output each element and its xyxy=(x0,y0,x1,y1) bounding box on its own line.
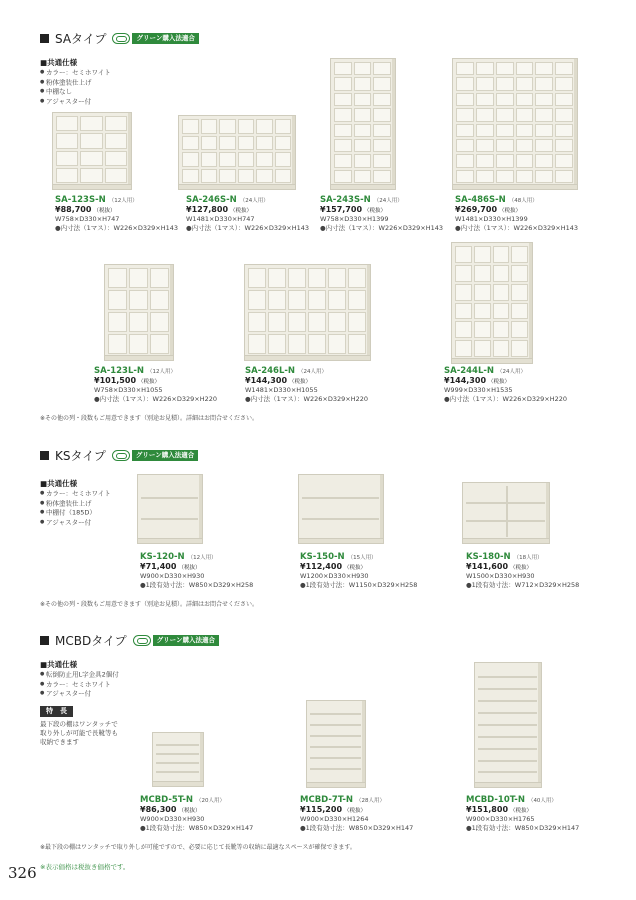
sa-244l-image xyxy=(451,242,533,364)
product-sa-243s: SA-243S-N （24人用） ¥157,700 （税抜） W758×D330×H1399 ●内寸法（1マス）：W226×D329×H143 xyxy=(320,195,443,232)
ks-common-spec: ■共通仕様 ● カラー：セミホワイト ● 粉体塗装仕上げ ● 中棚付（185D） ● アジャスター付 xyxy=(40,479,111,527)
sa-section-header xyxy=(40,30,199,47)
sa-123l-image xyxy=(104,264,174,361)
ks-120-image xyxy=(137,474,203,544)
product-ks-180: KS-180-N （18人用） ¥141,600 （税抜） W1500×D330×H930 ●1段有効寸法：W712×D329×H258 xyxy=(466,552,580,589)
square-bullet-icon xyxy=(40,636,49,645)
mcbd-common-spec: ■共通仕様 ● 転倒防止用L字金具2個付 ● カラー：セミホワイト ● アジャスター付 xyxy=(40,660,119,699)
product-sa-244l: SA-244L-N （24人用） ¥144,300 （税抜） W999×D330×H1535 ●内寸法（1マス）：W226×D329×H220 xyxy=(444,366,567,403)
ks-150-image xyxy=(298,474,384,544)
product-sa-123l: SA-123L-N （12人用） ¥101,500 （税抜） W758×D330×H1055 ●内寸法（1マス）：W226×D329×H220 xyxy=(94,366,217,403)
sa-246s-image xyxy=(178,115,296,190)
product-sa-246l: SA-246L-N （24人用） ¥144,300 （税抜） W1481×D330×H1055 ●内寸法（1マス）：W226×D329×H220 xyxy=(245,366,368,403)
product-mcbd-5t: MCBD-5T-N （20人用） ¥86,300 （税抜） W900×D330×H930 ●1段有効寸法：W850×D329×H147 xyxy=(140,795,254,832)
mcbd-section-header xyxy=(40,632,219,649)
sa-486s-image xyxy=(452,58,578,190)
product-ks-150: KS-150-N （15人用） ¥112,400 （税抜） W1200×D330×H930 ●1段有効寸法：W1150×D329×H258 xyxy=(300,552,418,589)
product-sa-123s: SA-123S-N （12人用） ¥88,700 （税抜） W758×D330×H747 ●内寸法（1マス）：W226×D329×H143 xyxy=(55,195,178,232)
sa-section-title: SAタイプ xyxy=(55,32,107,46)
green-purchase-badge: グリーン購入法適合 xyxy=(133,635,219,646)
ks-section-header xyxy=(40,447,198,464)
ks-note: ※その他の列・段数もご用意できます（別途お見積）。詳細はお問合せください。 xyxy=(40,601,259,608)
sa-123s-image xyxy=(52,112,132,190)
sa-common-spec: ■共通仕様 ● カラー：セミホワイト ● 粉体塗装仕上げ ● 中棚なし ● アジャスター付 xyxy=(40,58,111,106)
mcbd-5t-image xyxy=(152,732,204,787)
square-bullet-icon xyxy=(40,34,49,43)
green-purchase-badge: グリーン購入法適合 xyxy=(112,450,198,461)
product-sa-486s: SA-486S-N （48人用） ¥269,700 （税抜） W1481×D330×H1399 ●内寸法（1マス）：W226×D329×H143 xyxy=(455,195,578,232)
green-mark-icon xyxy=(112,33,130,44)
green-mark-icon xyxy=(133,635,151,646)
footer-note: ※表示価格は税抜き価格です。 xyxy=(40,863,130,871)
sa-note: ※その他の列・段数もご用意できます（別途お見積）。詳細はお問合せください。 xyxy=(40,415,259,422)
mcbd-note: ※最下段の棚はワンタッチで取り外しが可能ですので、必要に応じて長靴等の収納に最適なスペースが確保できます。 xyxy=(40,844,356,851)
mcbd-7t-image xyxy=(306,700,366,788)
page-number: 326 xyxy=(8,864,37,882)
product-sa-246s: SA-246S-N （24人用） ¥127,800 （税抜） W1481×D330×H747 ●内寸法（1マス）：W226×D329×H143 xyxy=(186,195,309,232)
ks-180-image xyxy=(462,482,550,544)
product-mcbd-10t: MCBD-10T-N （40人用） ¥151,800 （税抜） W900×D330×H1765 ●1段有効寸法：W850×D329×H147 xyxy=(466,795,580,832)
product-ks-120: KS-120-N （12人用） ¥71,400 （税抜） W900×D330×H930 ●1段有効寸法：W850×D329×H258 xyxy=(140,552,254,589)
mcbd-section-title: MCBDタイプ xyxy=(55,634,127,648)
mcbd-feature: 特 長 最下段の棚はワンタッチで 取り外しが可能で長靴等も 収納できます xyxy=(40,707,118,746)
product-mcbd-7t: MCBD-7T-N （28人用） ¥115,200 （税抜） W900×D330×H1264 ●1段有効寸法：W850×D329×H147 xyxy=(300,795,414,832)
green-purchase-badge: グリーン購入法適合 xyxy=(112,33,198,44)
green-mark-icon xyxy=(112,450,130,461)
sa-246l-image xyxy=(244,264,371,361)
sa-243s-image xyxy=(330,58,396,190)
mcbd-10t-image xyxy=(474,662,542,788)
ks-section-title: KSタイプ xyxy=(55,449,106,463)
square-bullet-icon xyxy=(40,451,49,460)
